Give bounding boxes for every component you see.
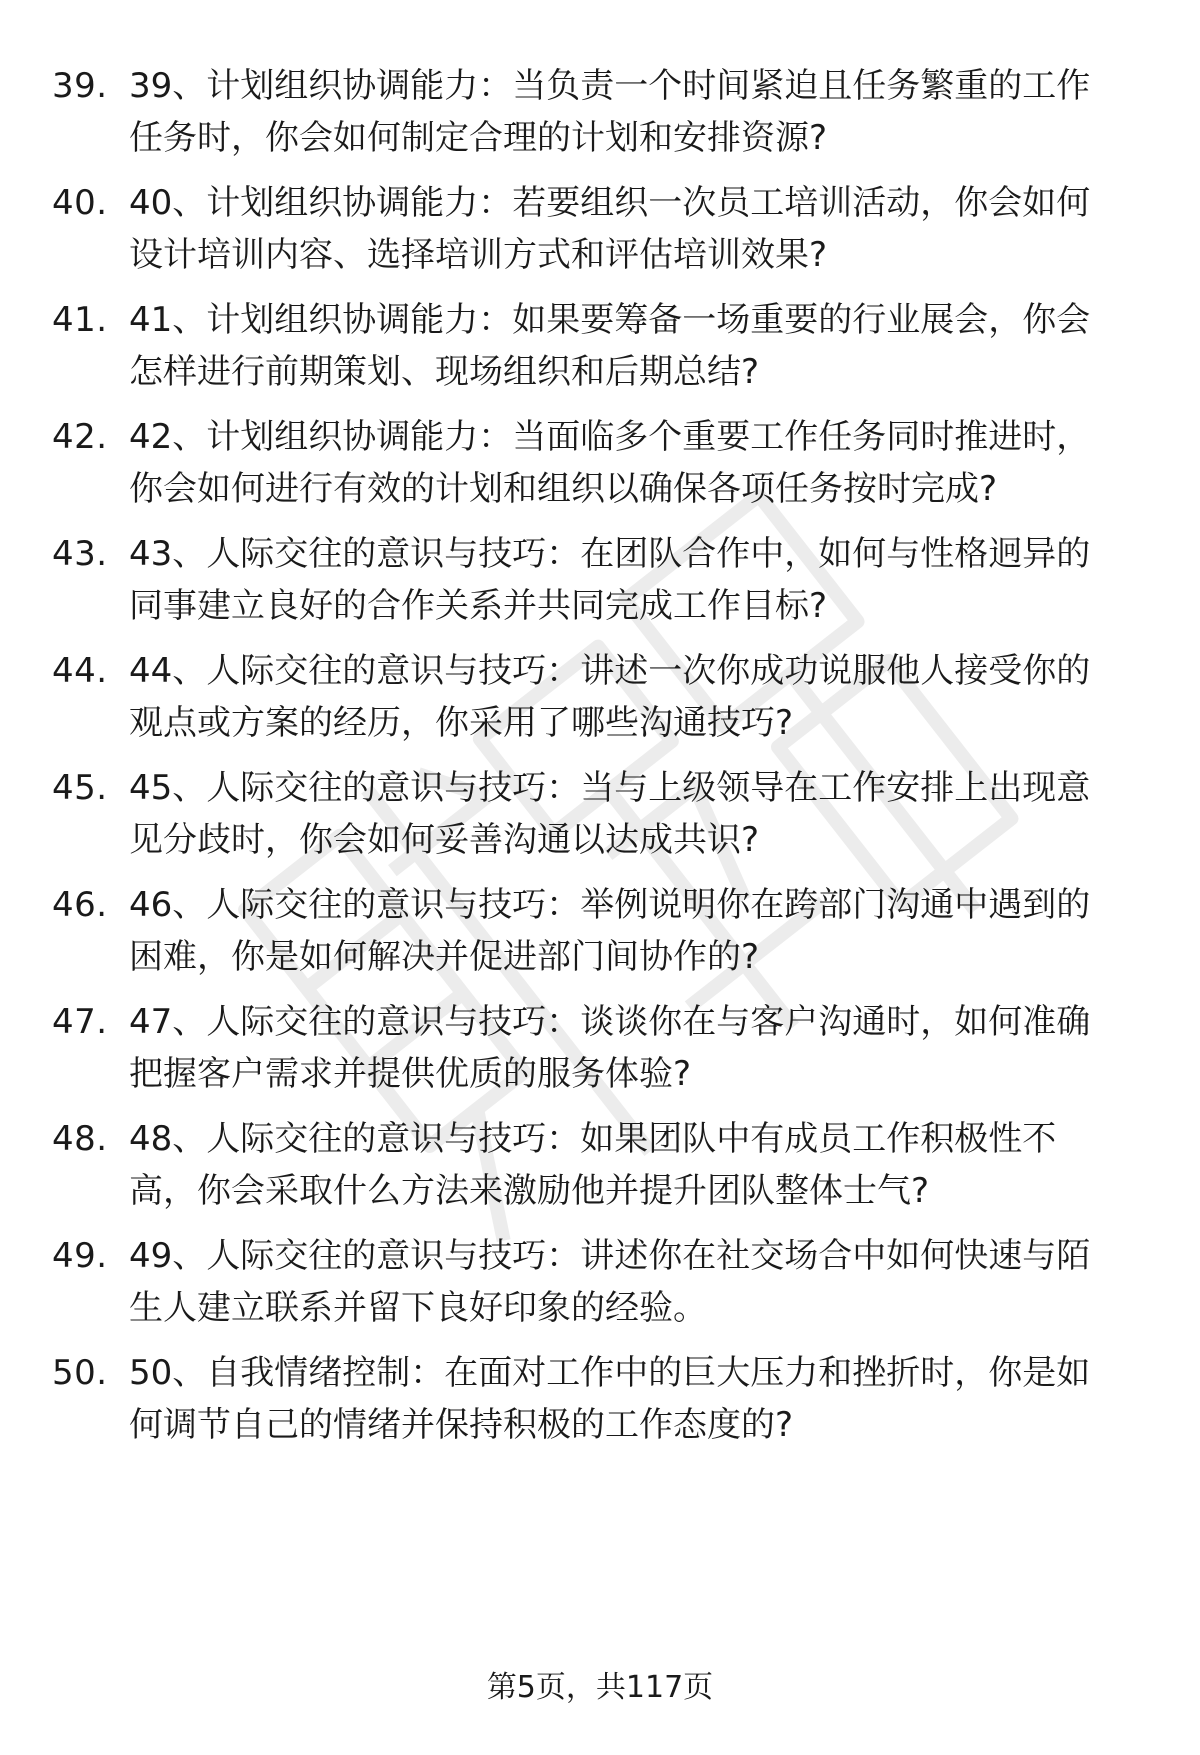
question-line-2: 观点或方案的经历，你采用了哪些沟通技巧? — [129, 703, 794, 743]
question-number: 45. — [52, 768, 108, 808]
question-line-1: 49、人际交往的意识与技巧：讲述你在社交场合中如何快速与陌 — [129, 1236, 1091, 1276]
question-text — [129, 177, 1149, 281]
question-text — [129, 879, 1149, 983]
question-40 — [0, 177, 1200, 287]
question-number: 44. — [52, 651, 108, 691]
question-number: 41. — [52, 300, 108, 340]
question-line-1: 39、计划组织协调能力：当负责一个时间紧迫且任务繁重的工作 — [129, 66, 1091, 106]
question-number: 40. — [52, 183, 108, 223]
question-number: 43. — [52, 534, 108, 574]
question-text — [129, 528, 1149, 632]
question-line-2: 生人建立联系并留下良好印象的经验。 — [129, 1288, 707, 1328]
question-line-2: 把握客户需求并提供优质的服务体验? — [129, 1054, 692, 1094]
question-42 — [0, 411, 1200, 521]
question-line-2: 何调节自己的情绪并保持积极的工作态度的? — [129, 1405, 794, 1445]
question-line-2: 同事建立良好的合作关系并共同完成工作目标? — [129, 586, 828, 626]
question-text — [129, 411, 1149, 515]
question-number: 39. — [52, 66, 108, 106]
question-text — [129, 1347, 1149, 1451]
question-45 — [0, 762, 1200, 872]
question-number: 46. — [52, 885, 108, 925]
question-line-2: 设计培训内容、选择培训方式和评估培训效果? — [129, 235, 828, 275]
question-text — [129, 60, 1149, 164]
question-text — [129, 645, 1149, 749]
question-line-2: 怎样进行前期策划、现场组织和后期总结? — [129, 352, 760, 392]
question-line-1: 47、人际交往的意识与技巧：谈谈你在与客户沟通时，如何准确 — [129, 1002, 1091, 1042]
question-41 — [0, 294, 1200, 404]
question-number: 42. — [52, 417, 108, 457]
question-line-1: 43、人际交往的意识与技巧：在团队合作中，如何与性格迥异的 — [129, 534, 1091, 574]
question-line-1: 40、计划组织协调能力：若要组织一次员工培训活动，你会如何 — [129, 183, 1091, 223]
question-line-1: 46、人际交往的意识与技巧：举例说明你在跨部门沟通中遇到的 — [129, 885, 1091, 925]
question-line-1: 44、人际交往的意识与技巧：讲述一次你成功说服他人接受你的 — [129, 651, 1091, 691]
question-text — [129, 996, 1149, 1100]
question-text — [129, 1230, 1149, 1334]
question-line-1: 45、人际交往的意识与技巧：当与上级领导在工作安排上出现意 — [129, 768, 1091, 808]
question-line-2: 见分歧时，你会如何妥善沟通以达成共识? — [129, 820, 760, 860]
question-text — [129, 294, 1149, 398]
question-line-2: 困难，你是如何解决并促进部门间协作的? — [129, 937, 760, 977]
question-line-2: 你会如何进行有效的计划和组织以确保各项任务按时完成? — [129, 469, 998, 509]
question-line-2: 任务时，你会如何制定合理的计划和安排资源? — [129, 118, 828, 158]
question-line-1: 50、自我情绪控制：在面对工作中的巨大压力和挫折时，你是如 — [129, 1353, 1091, 1393]
question-line-1: 41、计划组织协调能力：如果要筹备一场重要的行业展会，你会 — [129, 300, 1091, 340]
question-39 — [0, 60, 1200, 170]
question-48 — [0, 1113, 1200, 1223]
question-line-1: 48、人际交往的意识与技巧：如果团队中有成员工作积极性不 — [129, 1119, 1057, 1159]
question-number: 50. — [52, 1353, 108, 1393]
question-43 — [0, 528, 1200, 638]
question-46 — [0, 879, 1200, 989]
question-line-1: 42、计划组织协调能力：当面临多个重要工作任务同时推进时， — [129, 417, 1091, 457]
page-footer — [0, 1666, 1200, 1710]
question-number: 48. — [52, 1119, 108, 1159]
question-line-2: 高，你会采取什么方法来激励他并提升团队整体士气? — [129, 1171, 930, 1211]
question-number: 47. — [52, 1002, 108, 1042]
question-44 — [0, 645, 1200, 755]
question-text — [129, 1113, 1149, 1217]
question-47 — [0, 996, 1200, 1106]
question-50 — [0, 1347, 1200, 1457]
question-49 — [0, 1230, 1200, 1340]
question-text — [129, 762, 1149, 866]
question-number: 49. — [52, 1236, 108, 1276]
page-number: 第5页，共117页 — [486, 1670, 714, 1705]
